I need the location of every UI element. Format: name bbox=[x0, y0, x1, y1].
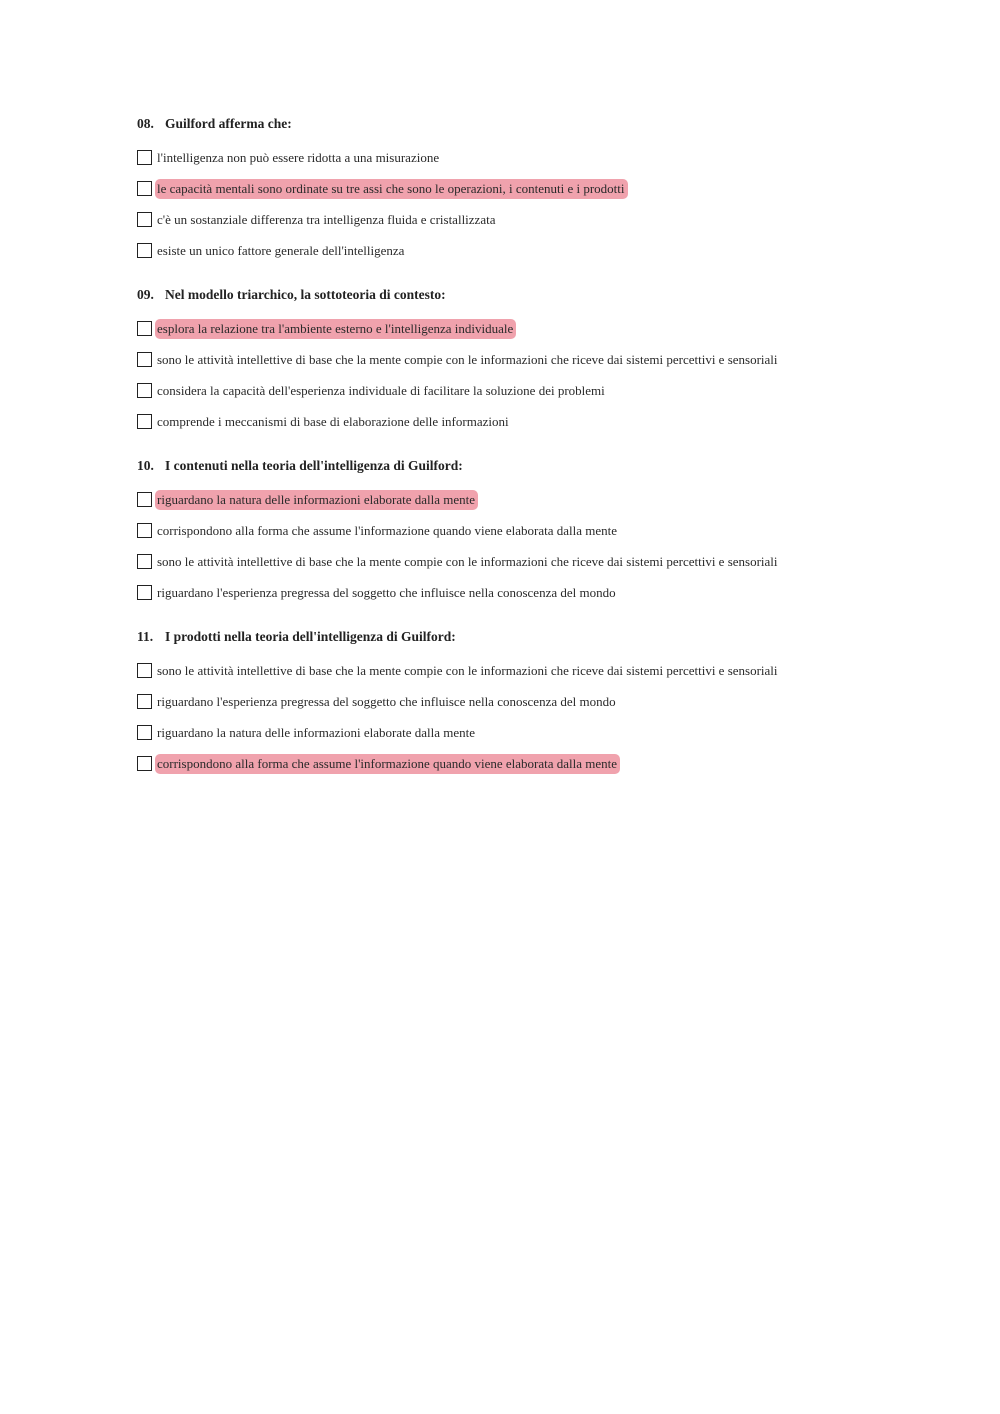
question-text: I prodotti nella teoria dell'intelligenza di Guilford: bbox=[165, 629, 456, 644]
answer-text: sono le attività intellettive di base che la mente compie con le informazioni che riceve dai sistemi percettivi e sensoriali bbox=[157, 662, 778, 678]
question-text: I contenuti nella teoria dell'intelligenza di Guilford: bbox=[165, 458, 463, 473]
answer-option[interactable] bbox=[137, 717, 897, 748]
answer-option[interactable] bbox=[137, 655, 897, 686]
answer-option[interactable] bbox=[137, 686, 897, 717]
answer-checkbox[interactable] bbox=[137, 585, 152, 600]
answer-text: riguardano la natura delle informazioni elaborate dalla mente bbox=[157, 724, 475, 740]
answer-checkbox[interactable] bbox=[137, 756, 152, 771]
answer-text: sono le attività intellettive di base che la mente compie con le informazioni che riceve dai sistemi percettivi e sensoriali bbox=[157, 351, 778, 367]
answer-option-highlighted[interactable] bbox=[137, 748, 897, 779]
answer-text: sono le attività intellettive di base che la mente compie con le informazioni che riceve dai sistemi percettivi e sensoriali bbox=[157, 553, 778, 569]
answer-checkbox[interactable] bbox=[137, 725, 152, 740]
answer-option[interactable] bbox=[137, 344, 897, 375]
answer-checkbox[interactable] bbox=[137, 414, 152, 429]
answer-text: riguardano la natura delle informazioni elaborate dalla mente bbox=[155, 490, 478, 510]
answer-checkbox[interactable] bbox=[137, 694, 152, 709]
question-08 bbox=[137, 112, 897, 266]
answer-checkbox[interactable] bbox=[137, 212, 152, 227]
answer-checkbox[interactable] bbox=[137, 321, 152, 336]
question-11 bbox=[137, 625, 897, 779]
answer-option[interactable] bbox=[137, 142, 897, 173]
question-number: 09. bbox=[137, 287, 154, 302]
answer-text: l'intelligenza non può essere ridotta a una misurazione bbox=[157, 149, 440, 165]
answer-text: c'è un sostanziale differenza tra intelligenza fluida e cristallizzata bbox=[157, 211, 496, 227]
question-number: 10. bbox=[137, 458, 154, 473]
answer-checkbox[interactable] bbox=[137, 243, 152, 258]
answer-option[interactable] bbox=[137, 577, 897, 608]
answer-text: comprende i meccanismi di base di elaborazione delle informazioni bbox=[157, 413, 509, 429]
answer-checkbox[interactable] bbox=[137, 554, 152, 569]
answer-text: considera la capacità dell'esperienza individuale di facilitare la soluzione dei problemi bbox=[157, 382, 605, 398]
question-title bbox=[137, 454, 897, 478]
answer-option[interactable] bbox=[137, 235, 897, 266]
answer-text: esplora la relazione tra l'ambiente esterno e l'intelligenza individuale bbox=[155, 319, 516, 339]
answer-text: corrispondono alla forma che assume l'informazione quando viene elaborata dalla mente bbox=[157, 522, 618, 538]
answer-checkbox[interactable] bbox=[137, 663, 152, 678]
answer-checkbox[interactable] bbox=[137, 150, 152, 165]
answer-checkbox[interactable] bbox=[137, 181, 152, 196]
question-text: Guilford afferma che: bbox=[165, 116, 292, 131]
question-text: Nel modello triarchico, la sottoteoria di contesto: bbox=[165, 287, 446, 302]
answer-text: esiste un unico fattore generale dell'intelligenza bbox=[157, 242, 405, 258]
question-number: 08. bbox=[137, 116, 154, 131]
answer-option-highlighted[interactable] bbox=[137, 313, 897, 344]
answer-checkbox[interactable] bbox=[137, 523, 152, 538]
question-title bbox=[137, 625, 897, 649]
question-title bbox=[137, 283, 897, 307]
answer-text: riguardano l'esperienza pregressa del soggetto che influisce nella conoscenza del mondo bbox=[157, 693, 616, 709]
answer-checkbox[interactable] bbox=[137, 383, 152, 398]
answer-checkbox[interactable] bbox=[137, 352, 152, 367]
answer-text: corrispondono alla forma che assume l'informazione quando viene elaborata dalla mente bbox=[155, 754, 620, 774]
answer-option[interactable] bbox=[137, 515, 897, 546]
answer-option[interactable] bbox=[137, 406, 897, 437]
question-09 bbox=[137, 283, 897, 437]
answer-checkbox[interactable] bbox=[137, 492, 152, 507]
quiz-page bbox=[137, 112, 897, 796]
question-number: 11. bbox=[137, 629, 154, 644]
answer-text: riguardano l'esperienza pregressa del soggetto che influisce nella conoscenza del mondo bbox=[157, 584, 616, 600]
answer-text: le capacità mentali sono ordinate su tre assi che sono le operazioni, i contenuti e i prodotti bbox=[155, 179, 628, 199]
answer-option[interactable] bbox=[137, 204, 897, 235]
answer-option-highlighted[interactable] bbox=[137, 484, 897, 515]
answer-option[interactable] bbox=[137, 375, 897, 406]
answer-option[interactable] bbox=[137, 546, 897, 577]
question-title bbox=[137, 112, 897, 136]
answer-option-highlighted[interactable] bbox=[137, 173, 897, 204]
question-10 bbox=[137, 454, 897, 608]
